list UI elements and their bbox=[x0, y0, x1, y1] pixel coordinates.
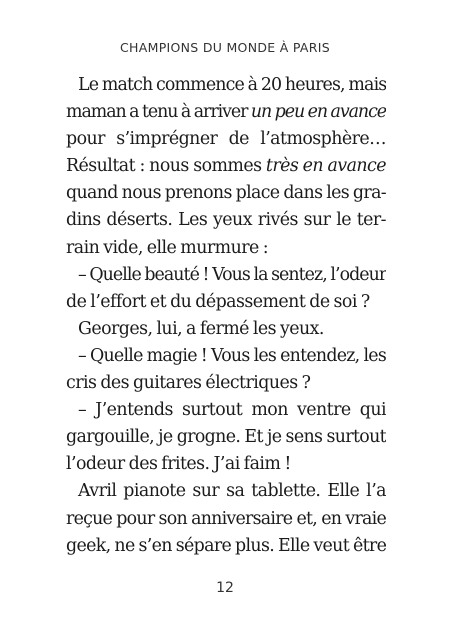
text-segment: – Quelle magie ! Vous les entendez, les bbox=[78, 345, 386, 366]
running-head: CHAMPIONS DU MONDE À PARIS bbox=[120, 40, 330, 55]
text-line bbox=[66, 370, 386, 397]
text-segment: pour s’imprégner de l’atmosphère… bbox=[66, 129, 386, 150]
text-segment: Le match commence à 20 heures, mais bbox=[78, 75, 386, 95]
italic-text-segment: un peu en avance bbox=[250, 102, 386, 123]
body-text bbox=[66, 72, 386, 560]
text-segment: Résultat : nous sommes bbox=[66, 156, 266, 177]
text-line bbox=[66, 343, 386, 370]
text-segment: gargouille, je grogne. Et je sens surtout bbox=[66, 427, 386, 448]
page-number: 12 bbox=[216, 580, 234, 596]
text-segment: – J’entends surtout mon ventre qui bbox=[78, 400, 386, 421]
text-segment: reçue pour son anniversaire et, en vraie bbox=[66, 508, 386, 529]
text-line bbox=[66, 506, 386, 533]
text-segment: l’odeur des frites. J’ai faim ! bbox=[66, 454, 291, 475]
text-line bbox=[66, 316, 386, 343]
text-line bbox=[66, 180, 386, 207]
text-line bbox=[66, 424, 386, 451]
text-line bbox=[66, 99, 386, 126]
text-segment: de l’effort et du dépassement de soi ? bbox=[66, 291, 370, 312]
text-segment: Avril pianote sur sa tablette. Elle l’a bbox=[78, 481, 386, 502]
text-line bbox=[66, 153, 386, 180]
text-line bbox=[66, 207, 386, 234]
text-segment: rain vide, elle murmure : bbox=[66, 237, 269, 258]
text-line bbox=[66, 235, 386, 262]
text-line bbox=[66, 478, 386, 505]
text-segment: – Quelle beauté ! Vous la sentez, l’odeur bbox=[78, 264, 386, 285]
text-line bbox=[66, 533, 386, 560]
text-line bbox=[66, 397, 386, 424]
text-line bbox=[66, 289, 386, 316]
text-line bbox=[66, 126, 386, 153]
text-line bbox=[66, 451, 386, 478]
text-segment: cris des guitares électriques ? bbox=[66, 373, 311, 394]
text-line bbox=[66, 72, 386, 99]
italic-text-segment: très en avance bbox=[265, 156, 386, 177]
text-line bbox=[66, 262, 386, 289]
text-segment: dins déserts. Les yeux rivés sur le ter- bbox=[66, 210, 386, 231]
text-segment: geek, ne s’en sépare plus. Elle veut être bbox=[66, 535, 386, 556]
text-segment: Georges, lui, a fermé les yeux. bbox=[78, 318, 324, 339]
text-segment: quand nous prenons place dans les gra- bbox=[66, 183, 386, 204]
text-segment: maman a tenu à arriver bbox=[66, 102, 251, 123]
